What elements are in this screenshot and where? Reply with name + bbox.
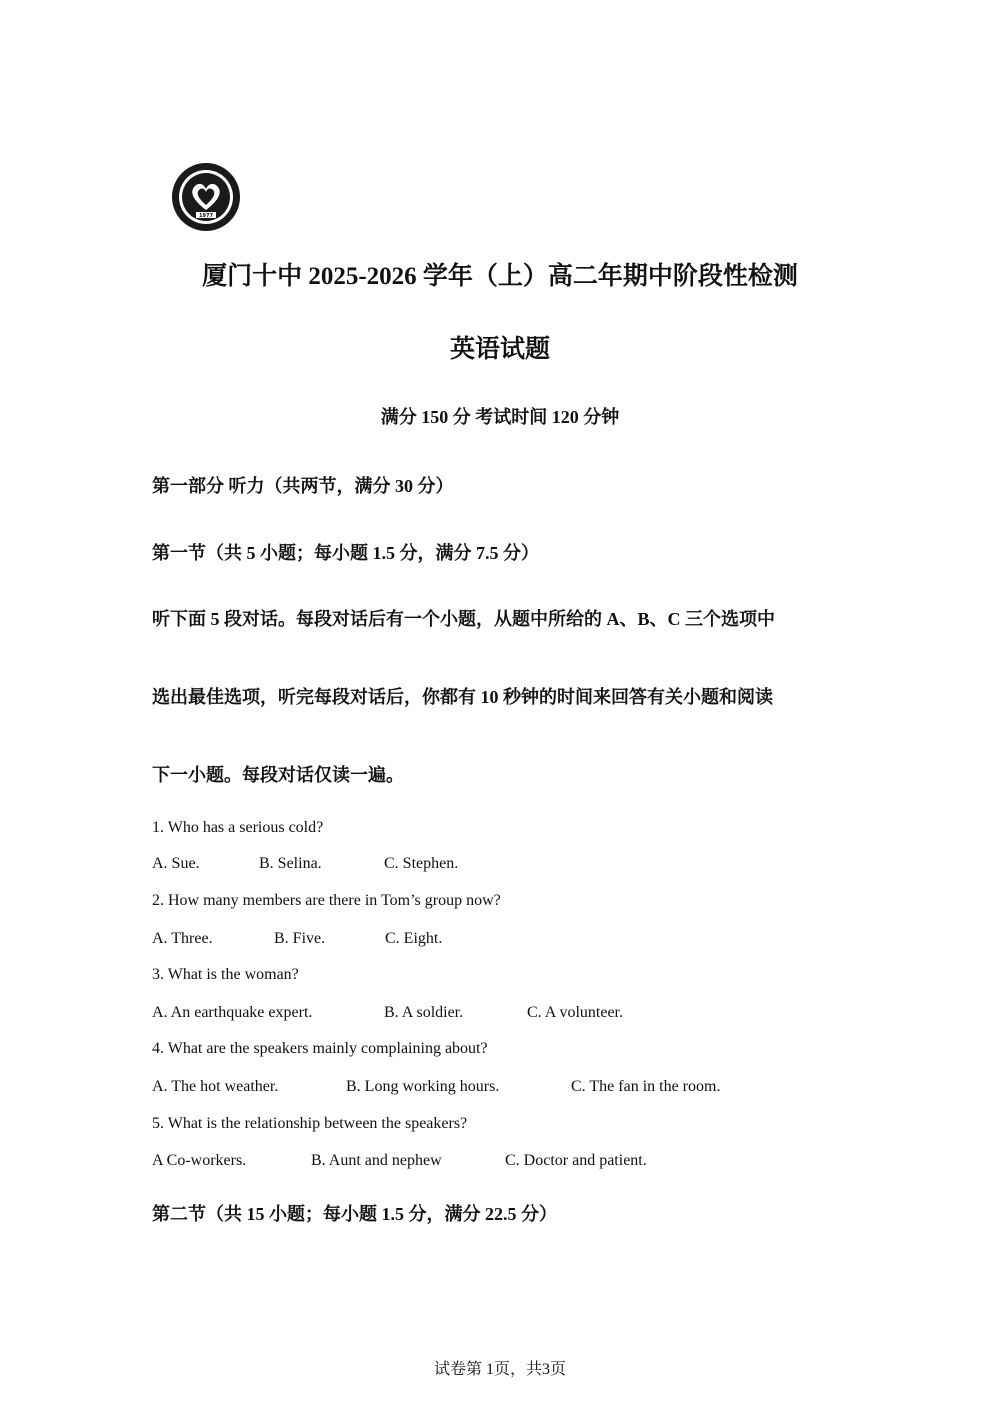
section1-heading: 第一节（共 5 小题；每小题 1.5 分，满分 7.5 分）: [152, 543, 539, 563]
question-stem: 4. What are the speakers mainly complaining about?: [152, 1040, 488, 1057]
option-c: C. Doctor and patient.: [505, 1152, 647, 1169]
question-options: [152, 930, 442, 948]
instruction-line: 选出最佳选项，听完每段对话后，你都有 10 秒钟的时间来回答有关小题和阅读: [152, 687, 773, 707]
option-a: A. Sue.: [152, 855, 200, 872]
question-stem: 5. What is the relationship between the speakers?: [152, 1115, 468, 1132]
exam-subtitle: 英语试题: [449, 336, 550, 363]
exam-title: 厦门十中 2025-2026 学年（上）高二年期中阶段性检测: [202, 263, 798, 290]
option-b: B. A soldier.: [384, 1004, 464, 1021]
option-a: A. Three.: [152, 930, 213, 947]
question-stem: 3. What is the woman?: [152, 966, 299, 983]
option-b: B. Long working hours.: [346, 1078, 500, 1095]
question-stem: 1. Who has a serious cold?: [152, 819, 324, 836]
option-c: C. The fan in the room.: [571, 1078, 721, 1095]
page-footer: 试卷第 1页，共3页: [433, 1361, 566, 1378]
question-options: [152, 1152, 647, 1170]
option-c: C. A volunteer.: [527, 1004, 623, 1021]
question-options: [152, 1004, 623, 1022]
option-c: C. Eight.: [385, 930, 443, 947]
option-b: B. Five.: [274, 930, 326, 947]
part1-heading: 第一部分 听力（共两节，满分 30 分）: [152, 476, 454, 496]
question-options: [152, 855, 458, 873]
option-b: B. Aunt and nephew: [311, 1152, 442, 1169]
section1-instructions: [152, 580, 852, 814]
question-options: [152, 1078, 720, 1096]
option-a: A Co-workers.: [152, 1152, 247, 1169]
section2-heading: 第二节（共 15 小题；每小题 1.5 分，满分 22.5 分）: [152, 1204, 557, 1224]
option-a: A. The hot weather.: [152, 1078, 279, 1095]
option-a: A. An earthquake expert.: [152, 1004, 313, 1021]
instruction-line: 下一小题。每段对话仅读一遍。: [152, 765, 404, 785]
school-seal-icon: [171, 162, 241, 232]
option-b: B. Selina.: [259, 855, 322, 872]
logo-year: 1977: [199, 213, 213, 219]
option-c: C. Stephen.: [384, 855, 459, 872]
instruction-line: 听下面 5 段对话。每段对话后有一个小题，从题中所给的 A、B、C 三个选项中: [152, 609, 776, 629]
exam-meta: 满分 150 分 考试时间 120 分钟: [380, 407, 620, 427]
question-stem: 2. How many members are there in Tom’s group now?: [152, 892, 501, 909]
